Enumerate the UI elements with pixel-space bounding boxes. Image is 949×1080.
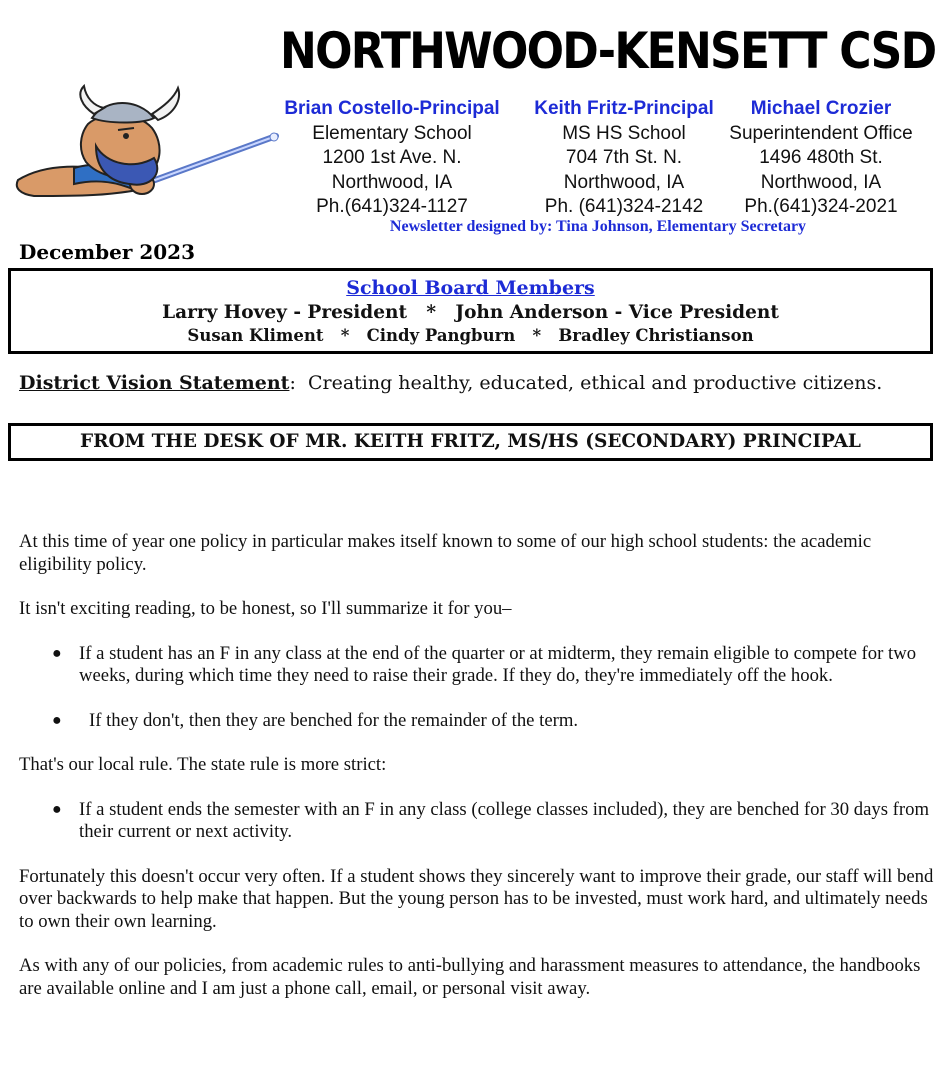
contact-city: Northwood, IA [331,171,453,193]
article-paragraph: Fortunately this doesn't occur very often. If a student shows they sincerely want to improve their grade, our staff will bend over backwards to help make that happen. But the young person has to be invested, must work hard, and ultimately needs to own their own learning. [19,865,934,932]
bullet-icon: ● [52,711,62,729]
principal-desk-heading: FROM THE DESK OF MR. KEITH FRITZ, MS/HS (SECONDARY) PRINCIPAL [8,423,933,461]
contact-phone: Ph. (641)324-2142 [544,196,704,217]
list-item [52,798,934,844]
newsletter-designer-credit: Newsletter designed by: Tina Johnson, Elementary Secretary [389,218,807,235]
contact-phone: Ph.(641)324-2021 [744,196,898,217]
school-board-members: Susan Kliment * Cindy Pangburn * Bradley Christianson [187,326,754,345]
district-title: NORTHWOOD-KENSETT CSD [280,22,936,80]
school-board-box [8,268,933,354]
contact-name: Michael Crozier [750,98,892,119]
list-item [52,709,934,733]
school-board-title: School Board Members [346,277,595,299]
contact-street: 1496 480th St. [759,147,883,168]
list-item-text: If they don't, then they are benched for the remainder of the term. [89,709,579,731]
contact-name: Brian Costello-Principal [284,98,500,119]
state-rule-list [19,799,934,844]
vision-text: Creating healthy, educated, ethical and productive citizens. [307,372,883,394]
list-item-text: If a student ends the semester with an F in any class (college classes included), they are benched for 30 days from their current or next activity. [79,798,930,842]
viking-mascot-icon [14,84,282,212]
contact-mshs [520,97,728,220]
contact-org: MS HS School [562,122,686,144]
contact-street: 1200 1st Ave. N. [322,147,462,168]
contact-elementary [272,97,512,220]
vision-colon: : [289,372,296,394]
contact-city: Northwood, IA [760,171,882,193]
newsletter-date: December 2023 [19,240,196,264]
contact-org: Elementary School [312,122,472,144]
article-body [19,531,934,1022]
article-paragraph: At this time of year one policy in particular makes itself known to some of our high school students: the academic eligibility policy. [19,531,872,575]
article-paragraph: As with any of our policies, from academic rules to anti-bullying and harassment measures to attendance, the handbooks are available online and I am just a phone call, email, or personal visit away. [19,955,921,999]
school-board-officers: Larry Hovey - President * John Anderson - Vice President [162,302,779,323]
list-item-text: If a student has an F in any class at the end of the quarter or at midterm, they remain eligible to compete for two weeks, during which time they need to raise their grade. If they do, they're immediately off the hook. [79,642,917,686]
vision-statement [19,372,882,394]
eligibility-list [19,643,934,733]
contact-city: Northwood, IA [563,171,685,193]
contact-org: Superintendent Office [729,122,913,144]
list-item [52,642,934,688]
bullet-icon: ● [52,800,62,818]
article-paragraph: That's our local rule. The state rule is more strict: [19,754,387,775]
article-paragraph: It isn't exciting reading, to be honest, so I'll summarize it for you– [19,598,512,619]
contact-street: 704 7th St. N. [565,147,683,168]
contact-name: Keith Fritz-Principal [534,98,714,119]
contact-superintendent [716,97,926,220]
vision-label: District Vision Statement [19,372,290,394]
contact-phone: Ph.(641)324-1127 [316,196,468,217]
bullet-icon: ● [52,644,62,662]
